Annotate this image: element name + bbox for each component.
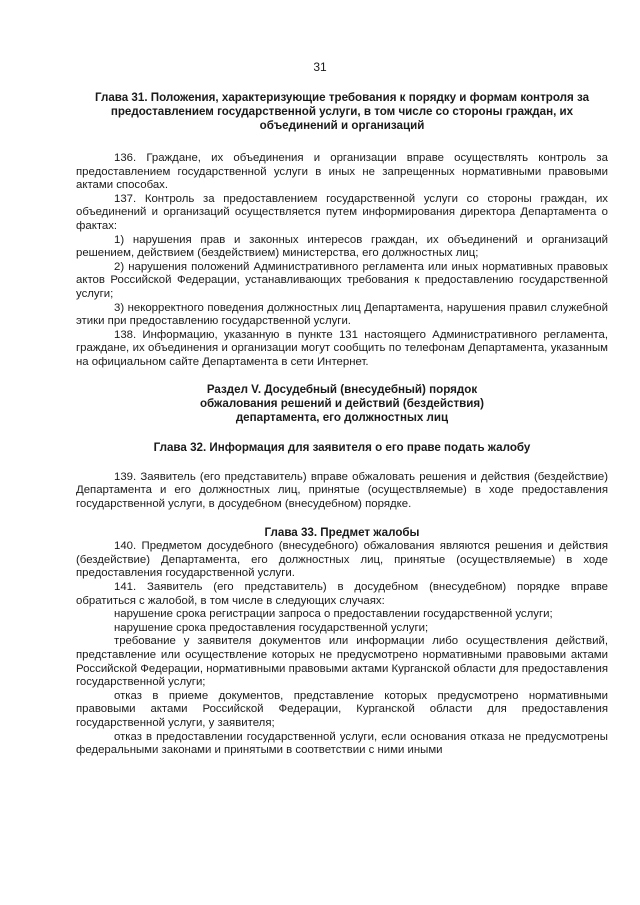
list-item-3: 3) некорректного поведения должностных лиц Департамента, нарушения правил служебной этики при предоставлению государственной услуги. bbox=[76, 301, 608, 328]
list-item-2: 2) нарушения положений Административного регламента или иных нормативных правовых актов Российской Федерации, устанавливающих требования к предоставлению государственной услуги; bbox=[76, 260, 608, 300]
complaint-case-2: нарушение срока предоставления государственной услуги; bbox=[114, 621, 429, 634]
complaint-case-3: требование у заявителя документов или информации либо осуществления действий, представление или осуществление которых не предусмотрено нормативными правовыми актами Российской Федерации, нормативными правовыми актами Курганской области для предоставления государственной услуги; bbox=[76, 635, 608, 689]
paragraph-140: 140. Предметом досудебного (внесудебного) обжалования являются решения и действия (бездействие) Департамента, его должностных лиц, принятые (осуществляемые) в ходе предоставления государственной услуги. bbox=[76, 540, 608, 580]
page-body bbox=[76, 91, 608, 758]
chapter-32-heading: Глава 32. Информация для заявителя о его праве подать жалобу bbox=[153, 440, 531, 454]
section-5-heading-line-2: обжалования решений и действий (бездействия) bbox=[199, 396, 485, 410]
paragraph-141: 141. Заявитель (его представитель) в досудебном (внесудебном) порядке вправе обратиться с жалобой, в том числе в следующих случаях: bbox=[76, 581, 608, 607]
chapter-33-heading: Глава 33. Предмет жалобы bbox=[264, 526, 420, 540]
paragraph-138: 138. Информацию, указанную в пункте 131 настоящего Административного регламента, граждане, их объединения и организации могут сообщить по телефонам Департамента, указанным на официальном сайте Департамента в сети Интернет. bbox=[76, 328, 608, 368]
paragraph-139: 139. Заявитель (его представитель) вправе обжаловать решения и действия (бездействие) Департамента и его должностных лиц, принятые (осуществляемые) в ходе предоставления государственной услуги, в досудебном (внесудебном) порядке. bbox=[76, 470, 608, 510]
chapter-31-heading: Глава 31. Положения, характеризующие требования к порядку и формам контроля за предоставлением государственной услуги, в том числе со стороны граждан, их объединений и организаций bbox=[94, 91, 590, 132]
paragraph-136: 136. Граждане, их объединения и организации вправе осуществлять контроль за предоставлением государственной услуги в иных не запрещенных нормативными правовыми актами способах. bbox=[76, 152, 608, 192]
complaint-case-5: отказ в предоставлении государственной услуги, если основания отказа не предусмотрены федеральными законами и принятыми в соответствии с ними иными bbox=[76, 730, 608, 757]
page-number: 31 bbox=[313, 60, 327, 74]
section-5-heading bbox=[76, 383, 608, 425]
complaint-case-1: нарушение срока регистрации запроса о предоставлении государственной услуги; bbox=[114, 608, 553, 621]
section-5-heading-line-1: Раздел V. Досудебный (внесудебный) порядок bbox=[206, 382, 478, 396]
list-item-1: 1) нарушения прав и законных интересов граждан, их объединений и организаций решением, действием (бездействием) министерства, его должностных лиц; bbox=[76, 233, 608, 260]
section-5-heading-line-3: департамента, его должностных лиц bbox=[235, 410, 449, 424]
complaint-case-4: отказ в приеме документов, представление которых предусмотрено нормативными правовыми актами Российской Федерации, Курганской области для предоставления государственной услуги, у заявителя; bbox=[76, 689, 608, 729]
paragraph-137: 137. Контроль за предоставлением государственной услуги со стороны граждан, их объединений и организаций осуществляется путем информирования директора Департамента о фактах: bbox=[76, 192, 608, 232]
